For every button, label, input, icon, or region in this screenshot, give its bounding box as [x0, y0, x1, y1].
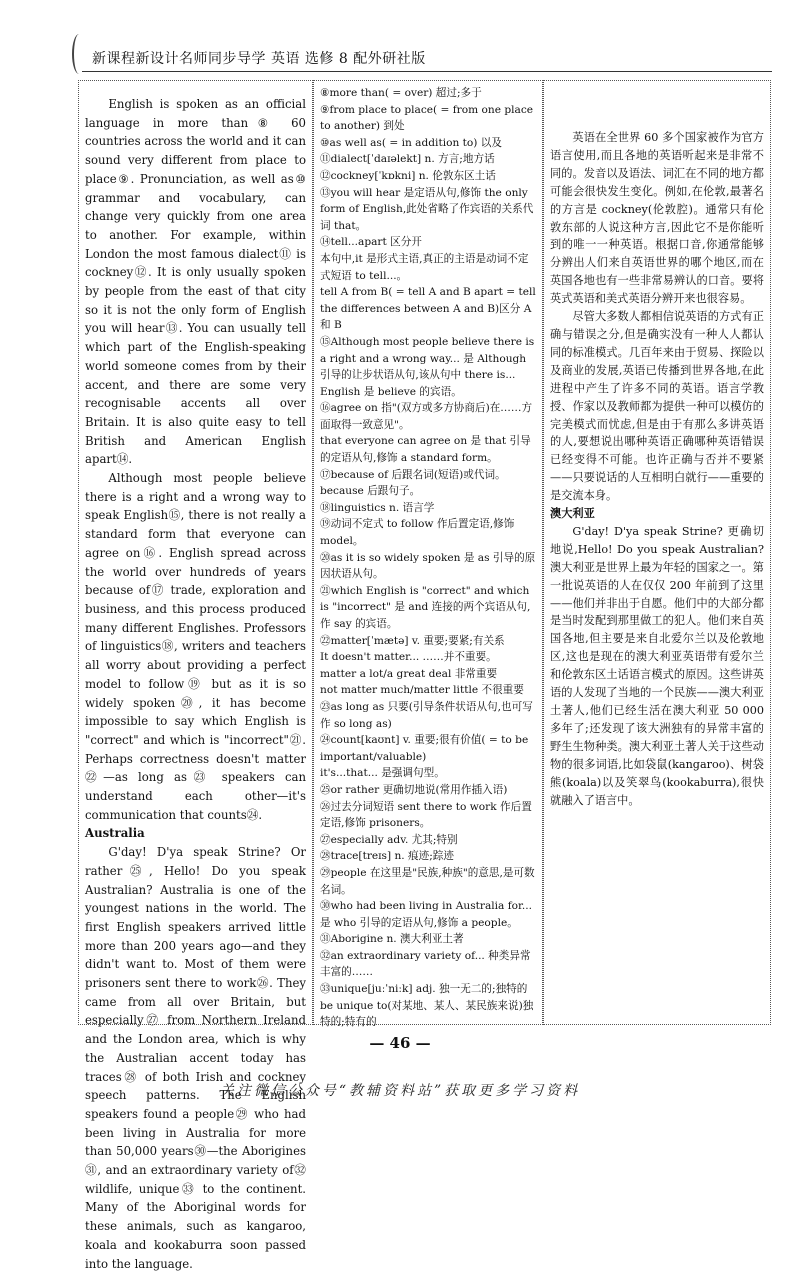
note-item: ㉚who had been living in Australia for... 是 who 引导的定语从句,修饰 a people。: [320, 900, 533, 929]
note-item: ㉖过去分词短语 sent there to work 作后置定语,修饰 prisoners。: [320, 800, 532, 830]
page-number: — 46 —: [369, 1034, 431, 1052]
note-item: ⑳as it is so widely spoken 是 as 引导的原因状语从句。: [320, 551, 536, 581]
note-item: ㉙people 在这里是"民族,种族"的意思,是可数名词。: [320, 866, 535, 896]
note-item: ⑨from place to place( = from one place to another) 到处: [320, 103, 534, 133]
note-item: tell A from B( = tell A and B apart = tell the differences between A and B)区分 A 和 B: [320, 286, 536, 332]
english-paragraph-1: English is spoken as an official language in more than⑧ 60 countries across the world and it can sound very different from place to place⑨. Pronunciation, as well as⑩ grammar and vocabulary, can change very quickly from one area to another. For example, within London the most famous dialect⑪ is cockney⑫. It is only usually spoken by people from the east of that city so it is not the only form of English you will hear⑬. You can usually tell which part of the English-speaking world someone comes from by their accent, and there are some very recognisable accents all over Britain. It is also quite easy to tell British and American English apart⑭.: [85, 97, 306, 467]
notes-column: [313, 80, 543, 1029]
note-item: ㉓as long as 只要(引导条件状语从句,也可写作 so long as): [320, 700, 533, 730]
section-heading-australia: Australia: [85, 826, 145, 841]
chinese-translation-column: [543, 80, 771, 1025]
note-item: ⑧more than( = over) 超过;多于: [320, 87, 482, 99]
note-item: ⑫cockney[ˈkɒkni] n. 伦敦东区土话: [320, 169, 496, 182]
translation-paragraph-1: 英语在全世界 60 多个国家被作为官方语言使用,而且各地的英语听起来是非常不同的。发音以及语法、词汇在不同的地方都可能会很快发生变化。例如,在伦敦,最著名的方言是 cockney(伦敦腔)。通常只有伦敦东部的人说这种方言,因此它不是你能听到的唯一一种英语。根据口音,你通常能够分辨出人们来自英语世界的哪个地区,而在英国各地也有一些非常易辨认的口音。要将英式英语和美式英语分辨开来也很容易。: [550, 131, 764, 306]
note-item: ㉕or rather 更确切地说(常用作插入语): [320, 783, 508, 796]
note-item: ㉔count[kaʊnt] v. 重要;很有价值( = to be important/valuable): [320, 734, 529, 763]
header-title: 新课程新设计名师同步导学 英语 选修 8 配外研社版: [92, 51, 426, 67]
note-item: ⑮Although most people believe there is a right and a wrong way... 是 Although 引导的让步状语从句,该从句中 there is... English 是 believe 的宾语。: [320, 335, 535, 398]
translation-paragraph-2: 尽管大多数人都相信说英语的方式有正确与错误之分,但是确实没有一种人人都认同的标准模式。几百年来由于贸易、探险以及商业的发展,英语已传播到世界各地,在此进程中产生了许多不同的英语。语言学教授、作家以及教师都为提供一种可以模仿的完美模式而忧虑,但是由于有那么多讲英语的人,要想说出哪种英语正确哪种英语错误已经变得不可能。也许正确与否并不要紧——只要说话的人互相明白就行——重要的是交流本身。: [550, 310, 764, 503]
note-item: be unique to(对某地、某人、某民族来说)独特的;特有的: [320, 999, 534, 1029]
translation-heading-australia: 澳大利亚: [550, 506, 595, 521]
note-item: ㉒matter[ˈmætə] v. 重要;要紧;有关系: [320, 634, 505, 647]
english-paragraph-3: G'day! D'ya speak Strine? Or rather㉕, Hello! Do you speak Australian? Australia is one of the youngest nations in the world. The first English speakers arrived little more than 200 years ago—and they didn't want to. Most of them were prisoners sent there to work㉖. They came from all over Britain, but especially㉗ from Northern Ireland and the London area, which is why the Australian accent today has traces㉘ of both Irish and cockney speech patterns. The English speakers found a people㉙ who had been living in Australia for more than 50,000 years㉚—the Aborigines㉛, and an extraordinary variety of㉜ wildlife, unique㉝ to the continent. Many of the Aboriginal words for these animals, such as kangaroo, koala and kookaburra soon passed into the language.: [85, 845, 306, 1271]
note-item: ⑯agree on 指"(双方或多方协商后)在……方面取得一致意见"。: [320, 402, 533, 431]
note-item: ⑭tell...apart 区分开: [320, 236, 422, 249]
note-item: ㉗especially adv. 尤其;特别: [320, 833, 458, 846]
note-item: ㉝unique[juːˈniːk] adj. 独一无二的;独特的: [320, 983, 528, 996]
note-item: ㉛Aborigine n. 澳大利亚土著: [320, 933, 464, 946]
note-item: ⑱linguistics n. 语言学: [320, 501, 435, 514]
note-item: not matter much/matter little 不很重要: [320, 684, 524, 697]
note-item: ㉑which English is "correct" and which is "incorrect" 是 and 连接的两个宾语从句,作 say 的宾语。: [320, 584, 531, 630]
note-item: that everyone can agree on 是 that 引导的定语从句,修饰 a standard form。: [320, 435, 531, 465]
note-item: ㉜an extraordinary variety of... 种类异常丰富的……: [320, 949, 531, 979]
footer-note: 关注微信公众号“教辅资料站”获取更多学习资料: [219, 1083, 581, 1099]
note-item: ⑲动词不定式 to follow 作后置定语,修饰 model。: [320, 518, 515, 548]
note-item: matter a lot/a great deal 非常重要: [320, 667, 498, 680]
note-item: 本句中,it 是形式主语,真正的主语是动词不定式短语 to tell...。: [320, 252, 529, 282]
note-item: ⑩as well as( = in addition to) 以及: [320, 136, 502, 149]
note-item: ㉘trace[treɪs] n. 痕迹;踪迹: [320, 850, 454, 863]
translation-paragraph-3: G'day! D'ya speak Strine? 更确切地说,Hello! Do you speak Australian? 澳大利亚是世界上最为年轻的国家之一。第一批说英语的人在仅仅 200 年前到了这里——他们并非出于自愿。他们中的大部分都是当时发配到那里做工的犯人。他们来自英国各地,但主要是来自北爱尔兰以及伦敦地区,这也是现在的澳大利亚英语带有爱尔兰和伦敦东区土话语言模式的原因。这些讲英语的人发现了当地的一个民族——澳大利亚土著人,他们已经生活在澳大利亚 50 000 多年了;还发现了该大洲独有的异常丰富的野生生物种类。澳大利亚土著人关于这些动物的很多词语,比如袋鼠(kangaroo)、树袋熊(koala)以及笑翠鸟(kookaburra),很快就融入了语言中。: [550, 524, 764, 807]
note-item: It doesn't matter... ……并不重要。: [320, 651, 497, 664]
page-header: [82, 43, 772, 72]
note-item: ⑪dialect[ˈdaɪəlekt] n. 方言;地方话: [320, 153, 495, 166]
note-item: ⑰because of 后跟名词(短语)或代词。because 后跟句子。: [320, 468, 506, 498]
english-text-column: [78, 80, 313, 1271]
english-paragraph-2: Although most people believe there is a right and a wrong way to speak English⑮, there is not really a standard form that everyone can agree on⑯. English spread across the world over hundreds of years because of⑰ trade, exploration and business, and this process produced many different Englishes. Professors of linguistics⑱, writers and teachers all worry about providing a perfect model to follow⑲ but as it is so widely spoken⑳, it has become impossible to say which English is "correct" and which is "incorrect"㉑. Perhaps correctness doesn't matter㉒—as long as㉓ speakers can understand each other—it's communication that counts㉔.: [85, 471, 306, 822]
note-item: it's...that... 是强调句型。: [320, 767, 445, 780]
note-item: ⑬you will hear 是定语从句,修饰 the only form of English,此处省略了作宾语的关系代词 that。: [320, 186, 534, 232]
